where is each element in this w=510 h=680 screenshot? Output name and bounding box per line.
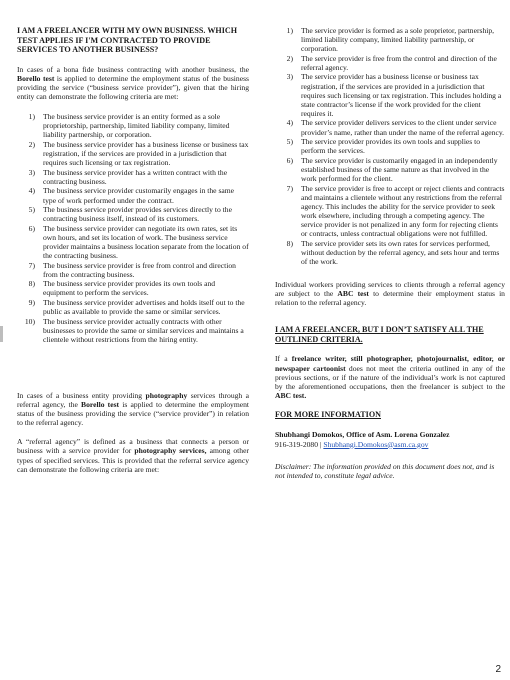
criteria-number: 7) [286, 183, 293, 193]
criteria-number: 7) [28, 260, 35, 270]
criteria-text: The business service provider can negotiate its own rates, set its own hours, and set its location of work. The business service provider maintains a business location separate from the location of the contracting business. [43, 223, 249, 261]
abc-test-paragraph: Individual workers providing services to clients through a referral agency are subject to the ABC test to determine their employment status in relation to the referral agency. [275, 279, 505, 308]
criteria-item [17, 112, 249, 139]
contact-email-link[interactable]: Shubhangi.Domokos@asm.ca.gov [323, 439, 429, 449]
criteria-item [17, 168, 249, 186]
criteria-number: 8) [28, 279, 35, 289]
contact-line [275, 440, 505, 449]
criteria-number: 3) [28, 167, 35, 177]
referral-criteria-list [275, 26, 505, 266]
criteria-item [275, 184, 505, 239]
criteria-number: 1) [28, 112, 35, 122]
criteria-item [17, 317, 249, 344]
criteria-text: The business service provider is free from control and direction from the contracting business. [43, 260, 236, 279]
criteria-item [17, 279, 249, 297]
criteria-number: 4) [286, 118, 293, 128]
criteria-text: The service provider delivers services to the client under service provider’s name, rather than under the name of the referral agency. [301, 118, 505, 137]
criteria-text: The service provider provides its own tools and supplies to perform the services. [301, 137, 481, 156]
criteria-number: 5) [28, 205, 35, 215]
section-heading-unmet-criteria: I AM A FREELANCER, BUT I DON’T SATISFY ALL THE OUTLINED CRITERIA. [275, 325, 484, 344]
criteria-text: The business service provider advertises and holds itself out to the public as available to provide the same or similar services. [43, 298, 245, 317]
page-number: 2 [495, 664, 501, 675]
borello-intro-paragraph: In cases of a bona fide business contracting with another business, the Borello test is applied to determine the employment status of the business providing the service (“business service provider”), given that the hiring entity can demonstrate the following criteria are met: [17, 64, 249, 102]
criteria-text: The business service provider provides its own tools and equipment to perform the services. [43, 279, 216, 298]
criteria-item [17, 205, 249, 223]
criteria-number: 1) [286, 26, 293, 35]
criteria-number: 4) [28, 186, 35, 196]
criteria-item [17, 261, 249, 279]
criteria-text: The business service provider has a business license or business tax registration, if the services are provided in a jurisdiction that requires such licensing or tax registration. [43, 139, 249, 168]
referral-agency-paragraph: A “referral agency” is defined as a business that connects a person or business with a service provider for photography services, among other types of specified services. This is provided that the referral service agency can demonstrate the following criteria are met: [17, 437, 249, 474]
section-heading-business: I AM A FREELANCER WITH MY OWN BUSINESS. WHICH TEST APPLIES IF I'M CONTRACTED TO PROVIDE SERVICES TO ANOTHER BUSINESS? [17, 26, 237, 55]
criteria-number: 8) [286, 238, 293, 248]
right-column [275, 26, 505, 480]
criteria-number: 10) [24, 316, 35, 326]
contact-phone: 916-319-2080 | [275, 439, 324, 449]
criteria-number: 2) [28, 139, 35, 149]
more-info-heading: FOR MORE INFORMATION [275, 409, 381, 419]
criteria-text: The business service provider actually contracts with other businesses to provide the same or similar services and maintains a clientele without restrictions from the hiring entity. [43, 316, 244, 344]
criteria-item [275, 54, 505, 72]
criteria-item [17, 298, 249, 316]
criteria-text: The business service provider customarily engages in the same type of work performed under the contract. [43, 186, 235, 205]
criteria-text: The service provider is formed as a sole proprietor, partnership, limited liability company, limited liability partnership, or corporation. [301, 26, 495, 54]
criteria-item [275, 118, 505, 136]
criteria-item [17, 140, 249, 167]
disclaimer-text: Disclaimer: The information provided on this document does not, and is not intended to, constitute legal advice. [275, 461, 495, 480]
criteria-item [17, 224, 249, 260]
criteria-text: The service provider sets its own rates for services performed, without deduction by the referral agency, and sets hour and terms of the work. [301, 238, 500, 266]
left-column [17, 26, 249, 474]
criteria-text: The business service provider provides services directly to the contracting business itself, instead of its customers. [43, 205, 232, 224]
criteria-text: The service provider is free from the control and direction of the referral agency. [301, 53, 497, 72]
criteria-item [275, 26, 505, 53]
criteria-text: The service provider is customarily engaged in an independently established business of the same nature as that involved in the work performed for the client. [301, 155, 498, 183]
criteria-number: 9) [28, 298, 35, 308]
criteria-number: 5) [286, 137, 293, 147]
photography-paragraph: In cases of a business entity providing photography services through a referral agency, the Borello test is applied to determine the employment status of the business providing the service (“service provider”) in relation to the referral agency. [17, 391, 250, 428]
business-criteria-list [17, 112, 249, 344]
contact-name: Shubhangi Domokos, Office of Asm. Lorena Gonzalez [275, 430, 450, 440]
criteria-item [275, 156, 505, 183]
criteria-item [275, 137, 505, 155]
criteria-text: The business service provider is an entity formed as a sole proprietorship, partnership, limited liability company, limited liability partnership, or corporation. [43, 112, 230, 140]
freelancer-paragraph: If a freelance writer, still photographer, photojournalist, editor, or newspaper cartoonist does not meet the criteria outlined in any of the previous sections, or if the nature of the individual’s work is not captured by the aforementioned occupations, then the freelancer is subject to the ABC test. [275, 354, 505, 400]
criteria-number: 6) [286, 155, 293, 165]
criteria-item [275, 72, 505, 117]
page-edge-mark [0, 326, 3, 342]
criteria-item [17, 186, 249, 204]
criteria-text: The business service provider has a written contract with the contracting business. [43, 167, 228, 186]
criteria-text: The service provider has a business license or business tax registration, if the services are provided in a jurisdiction that requires such licensing or tax registration. This includes holding a state contractor’s license if the work provided for the client requires it. [301, 72, 502, 118]
criteria-number: 3) [286, 72, 293, 82]
criteria-number: 2) [286, 53, 293, 63]
criteria-number: 6) [28, 223, 35, 233]
criteria-item [275, 239, 505, 266]
criteria-text: The service provider is free to accept or reject clients and contracts and maintains a clientele without any restrictions from the referral agency. This includes the ability for the service provider to seek work elsewhere, including through a competing agency. The service provider is not penalized in any form for rejecting clients or contracts, unless contractual obligations were not fulfilled. [301, 183, 505, 239]
